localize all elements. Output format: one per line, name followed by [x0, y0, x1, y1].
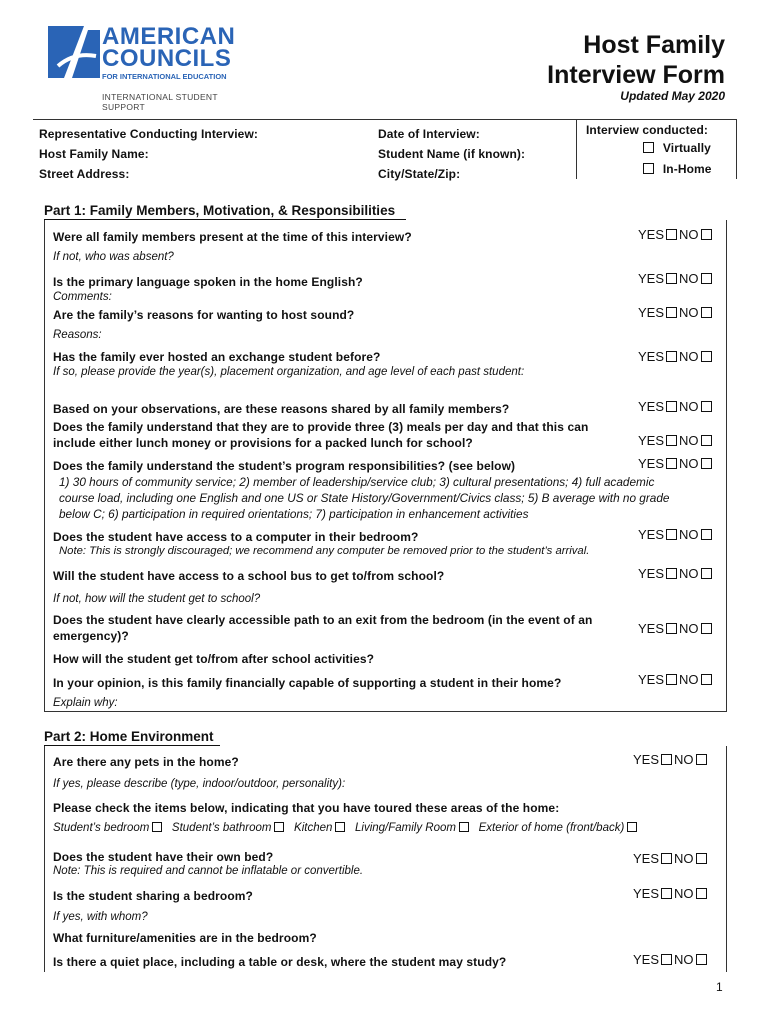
no-label: NO — [679, 527, 699, 542]
city-label: City/State/Zip: — [378, 167, 461, 181]
p2-q6-yesno[interactable] — [633, 952, 709, 967]
p1-q9-yesno[interactable] — [638, 566, 714, 581]
no-label: NO — [679, 271, 699, 286]
p1-q1-yesno[interactable] — [638, 227, 714, 242]
area-bedroom[interactable] — [53, 822, 162, 834]
org-name-line1: AMERICAN — [102, 23, 236, 50]
area-label: Kitchen — [294, 822, 333, 834]
no-checkbox[interactable] — [696, 954, 707, 965]
yes-checkbox[interactable] — [661, 888, 672, 899]
p1-q12-sub: Explain why: — [53, 697, 118, 709]
org-name-line2: COUNCILS — [102, 45, 232, 72]
no-checkbox[interactable] — [701, 458, 712, 469]
yes-checkbox[interactable] — [666, 229, 677, 240]
yes-label: YES — [633, 952, 660, 967]
p1-q5-yesno[interactable] — [638, 399, 714, 414]
no-label: NO — [679, 456, 699, 471]
p1-q8-yesno[interactable] — [638, 527, 714, 542]
p1-q2: Is the primary language spoken in the home English? — [53, 275, 363, 289]
p1-q8-sub: Note: This is strongly discouraged; we recommend any computer be removed prior to the student’s arrival. — [59, 545, 590, 557]
no-label: NO — [674, 886, 694, 901]
p1-q12: In your opinion, is this family financially capable of supporting a student in their home? — [53, 676, 562, 690]
no-checkbox[interactable] — [701, 307, 712, 318]
yes-label: YES — [638, 305, 665, 320]
org-tagline: FOR INTERNATIONAL EDUCATION — [102, 72, 227, 81]
p1-q9-sub: If not, how will the student get to school? — [53, 593, 261, 605]
area-living-room[interactable] — [355, 822, 469, 834]
p1-q3-sub: Reasons: — [53, 329, 102, 341]
no-checkbox[interactable] — [701, 351, 712, 362]
street-label: Street Address: — [39, 167, 130, 181]
no-label: NO — [679, 349, 699, 364]
yes-label: YES — [638, 433, 665, 448]
yes-label: YES — [638, 566, 665, 581]
p2-q4-sub: If yes, with whom? — [53, 911, 148, 923]
org-department — [102, 92, 218, 112]
no-label: NO — [679, 621, 699, 636]
no-checkbox[interactable] — [696, 888, 707, 899]
yes-checkbox[interactable] — [666, 273, 677, 284]
virtually-option[interactable] — [641, 141, 711, 155]
yes-checkbox[interactable] — [666, 458, 677, 469]
no-label: NO — [679, 305, 699, 320]
p1-q1: Were all family members present at the time of this interview? — [53, 230, 412, 244]
p1-q4-sub: If so, please provide the year(s), placement organization, and age level of each past student: — [53, 366, 525, 378]
dept-line2: SUPPORT — [102, 102, 146, 112]
yes-label: YES — [638, 271, 665, 286]
p1-q7-list-line3: below C; 6) participation in required orientations; 7) participation in enhancement activities — [59, 507, 529, 521]
area-label: Exterior of home (front/back) — [478, 822, 625, 834]
yes-label: YES — [638, 527, 665, 542]
p2-q1-sub: If yes, please describe (type, indoor/outdoor, personality): — [53, 778, 346, 790]
no-label: NO — [674, 952, 694, 967]
no-label: NO — [679, 433, 699, 448]
p1-q7-list-line2: course load, including one English and one US or State History/Government/Civics class; 5) B average with no grade — [59, 491, 670, 505]
yes-checkbox[interactable] — [666, 529, 677, 540]
p1-q2-sub: Comments: — [53, 291, 112, 303]
virtually-label: Virtually — [662, 141, 711, 155]
no-label: NO — [679, 227, 699, 242]
p1-q11: How will the student get to/from after school activities? — [53, 652, 375, 666]
yes-checkbox[interactable] — [661, 754, 672, 765]
p1-q10-yesno[interactable] — [638, 621, 714, 636]
p2-q1-yesno[interactable] — [633, 752, 709, 767]
no-checkbox[interactable] — [701, 401, 712, 412]
no-label: NO — [679, 672, 699, 687]
p1-q2-yesno[interactable] — [638, 271, 714, 286]
area-label: Living/Family Room — [355, 822, 456, 834]
rep-label: Representative Conducting Interview: — [39, 127, 258, 141]
no-label: NO — [674, 851, 694, 866]
area-bathroom[interactable] — [172, 822, 285, 834]
yes-label: YES — [633, 752, 660, 767]
yes-label: YES — [638, 227, 665, 242]
no-checkbox[interactable] — [701, 435, 712, 446]
yes-checkbox[interactable] — [666, 307, 677, 318]
info-block — [33, 119, 737, 181]
p2-q3: Does the student have their own bed? — [53, 850, 274, 864]
inhome-checkbox[interactable] — [643, 163, 654, 174]
yes-checkbox[interactable] — [666, 351, 677, 362]
p1-q1-sub: If not, who was absent? — [53, 251, 174, 263]
p1-q10-line1: Does the student have clearly accessible path to an exit from the bedroom (in the event of an — [53, 613, 593, 627]
date-label: Date of Interview: — [378, 127, 480, 141]
area-exterior[interactable] — [479, 822, 638, 834]
no-label: NO — [679, 566, 699, 581]
yes-checkbox[interactable] — [666, 623, 677, 634]
p1-q3: Are the family’s reasons for wanting to host sound? — [53, 308, 355, 322]
p1-q6-yesno[interactable] — [638, 433, 714, 448]
logo-a-icon — [44, 26, 100, 82]
p1-q5: Based on your observations, are these reasons shared by all family members? — [53, 402, 510, 416]
p2-q4: Is the student sharing a bedroom? — [53, 889, 253, 903]
yes-checkbox[interactable] — [666, 401, 677, 412]
no-checkbox[interactable] — [701, 674, 712, 685]
virtually-checkbox[interactable] — [643, 142, 654, 153]
no-checkbox[interactable] — [701, 229, 712, 240]
no-checkbox[interactable] — [696, 754, 707, 765]
no-label: NO — [674, 752, 694, 767]
title-line2: Interview Form — [547, 61, 725, 89]
area-checkbox[interactable] — [627, 822, 637, 832]
area-checkbox[interactable] — [152, 822, 162, 832]
page-title — [547, 30, 725, 90]
p2-q6: Is there a quiet place, including a table or desk, where the student may study? — [53, 955, 507, 969]
host-name-label: Host Family Name: — [39, 147, 149, 161]
yes-label: YES — [638, 672, 665, 687]
p1-q10-line2: emergency)? — [53, 629, 129, 643]
p1-q7-list-line1: 1) 30 hours of community service; 2) member of leadership/service club; 3) cultural presentations; 4) full academic — [59, 475, 655, 489]
inhome-label: In-Home — [662, 162, 712, 176]
yes-label: YES — [633, 851, 660, 866]
yes-label: YES — [633, 886, 660, 901]
yes-label: YES — [638, 349, 665, 364]
p1-q9: Will the student have access to a school bus to get to/from school? — [53, 569, 445, 583]
dept-line1: INTERNATIONAL STUDENT — [102, 92, 218, 102]
p1-q4: Has the family ever hosted an exchange student before? — [53, 350, 381, 364]
area-label: Student’s bathroom — [171, 822, 272, 834]
yes-checkbox[interactable] — [666, 435, 677, 446]
yes-label: YES — [638, 456, 665, 471]
p1-q8: Does the student have access to a computer in their bedroom? — [53, 530, 419, 544]
p2-q1: Are there any pets in the home? — [53, 755, 239, 769]
area-label: Student’s bedroom — [53, 822, 150, 834]
yes-checkbox[interactable] — [661, 954, 672, 965]
yes-checkbox[interactable] — [661, 853, 672, 864]
p1-q7-yesno[interactable] — [638, 456, 714, 471]
no-checkbox[interactable] — [701, 529, 712, 540]
p2-q2: Please check the items below, indicating that you have toured these areas of the home: — [53, 801, 560, 815]
p1-q6-line1: Does the family understand that they are to provide three (3) meals per day and that this can — [53, 420, 589, 434]
p2-q3-yesno[interactable] — [633, 851, 709, 866]
p2-q3-sub: Note: This is required and cannot be inflatable or convertible. — [53, 865, 364, 877]
area-checkbox[interactable] — [335, 822, 345, 832]
no-checkbox[interactable] — [701, 273, 712, 284]
area-checkbox[interactable] — [459, 822, 469, 832]
page-number: 1 — [716, 980, 723, 994]
no-checkbox[interactable] — [701, 623, 712, 634]
yes-label: YES — [638, 399, 665, 414]
area-checkbox[interactable] — [274, 822, 284, 832]
area-kitchen[interactable] — [294, 822, 345, 834]
p2-areas-row — [53, 822, 637, 834]
title-line1: Host Family — [583, 31, 725, 59]
p2-q4-yesno[interactable] — [633, 886, 709, 901]
p1-q6-line2: include either lunch money or provisions for a packed lunch for school? — [53, 436, 473, 450]
part2-title: Part 2: Home Environment — [44, 729, 214, 744]
p2-q5: What furniture/amenities are in the bedroom? — [53, 931, 317, 945]
p1-q12-yesno[interactable] — [638, 672, 714, 687]
p1-q7: Does the family understand the student’s program responsibilities? (see below) — [53, 459, 516, 473]
conducted-label: Interview conducted: — [586, 123, 709, 137]
no-checkbox[interactable] — [696, 853, 707, 864]
student-name-label: Student Name (if known): — [378, 147, 526, 161]
yes-label: YES — [638, 621, 665, 636]
yes-checkbox[interactable] — [666, 568, 677, 579]
p1-q4-yesno[interactable] — [638, 349, 714, 364]
yes-checkbox[interactable] — [666, 674, 677, 685]
no-checkbox[interactable] — [701, 568, 712, 579]
no-label: NO — [679, 399, 699, 414]
p1-q3-yesno[interactable] — [638, 305, 714, 320]
inhome-option[interactable] — [641, 162, 712, 176]
updated-date: Updated May 2020 — [620, 89, 725, 103]
part1-title: Part 1: Family Members, Motivation, & Responsibilities — [44, 203, 396, 218]
organization-logo — [44, 23, 244, 86]
